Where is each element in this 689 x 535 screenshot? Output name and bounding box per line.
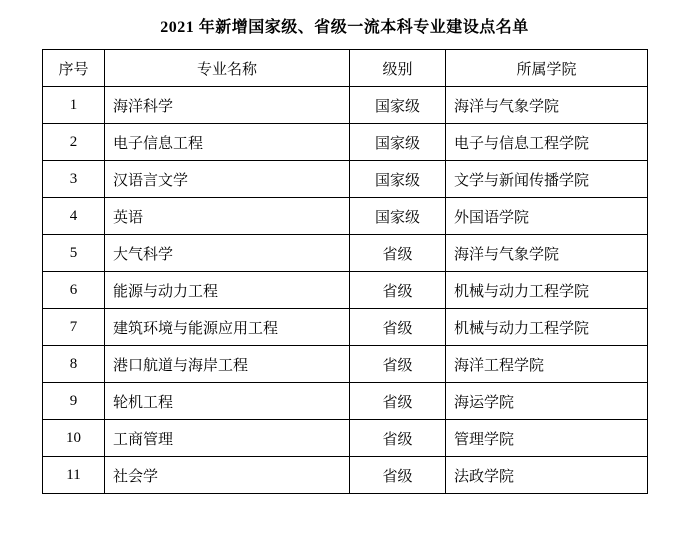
cell-major: 电子信息工程 bbox=[105, 124, 350, 161]
cell-no: 11 bbox=[43, 457, 105, 494]
table-row bbox=[43, 309, 648, 346]
cell-no: 2 bbox=[43, 124, 105, 161]
cell-level: 省级 bbox=[350, 457, 446, 494]
cell-no: 4 bbox=[43, 198, 105, 235]
cell-major: 英语 bbox=[105, 198, 350, 235]
cell-no: 10 bbox=[43, 420, 105, 457]
cell-level: 国家级 bbox=[350, 87, 446, 124]
cell-major: 建筑环境与能源应用工程 bbox=[105, 309, 350, 346]
cell-college: 文学与新闻传播学院 bbox=[446, 161, 648, 198]
cell-major: 工商管理 bbox=[105, 420, 350, 457]
table-row bbox=[43, 161, 648, 198]
cell-college: 海洋与气象学院 bbox=[446, 235, 648, 272]
cell-college: 海运学院 bbox=[446, 383, 648, 420]
cell-college: 外国语学院 bbox=[446, 198, 648, 235]
cell-no: 9 bbox=[43, 383, 105, 420]
cell-major: 能源与动力工程 bbox=[105, 272, 350, 309]
table-header bbox=[43, 50, 648, 87]
cell-no: 8 bbox=[43, 346, 105, 383]
cell-level: 省级 bbox=[350, 346, 446, 383]
page-title: 2021 年新增国家级、省级一流本科专业建设点名单 bbox=[160, 19, 529, 36]
cell-level: 国家级 bbox=[350, 124, 446, 161]
cell-college: 海洋工程学院 bbox=[446, 346, 648, 383]
cell-level: 国家级 bbox=[350, 161, 446, 198]
column-header-major: 专业名称 bbox=[105, 50, 350, 87]
column-header-college: 所属学院 bbox=[446, 50, 648, 87]
cell-no: 7 bbox=[43, 309, 105, 346]
cell-college: 管理学院 bbox=[446, 420, 648, 457]
table-row bbox=[43, 87, 648, 124]
cell-level: 省级 bbox=[350, 383, 446, 420]
table-row bbox=[43, 383, 648, 420]
cell-major: 社会学 bbox=[105, 457, 350, 494]
table-row bbox=[43, 346, 648, 383]
majors-table bbox=[42, 49, 648, 494]
cell-major: 汉语言文学 bbox=[105, 161, 350, 198]
cell-major: 轮机工程 bbox=[105, 383, 350, 420]
cell-no: 6 bbox=[43, 272, 105, 309]
cell-college: 海洋与气象学院 bbox=[446, 87, 648, 124]
cell-major: 港口航道与海岸工程 bbox=[105, 346, 350, 383]
document-page bbox=[0, 14, 689, 535]
cell-level: 省级 bbox=[350, 235, 446, 272]
cell-no: 5 bbox=[43, 235, 105, 272]
column-header-no: 序号 bbox=[43, 50, 105, 87]
cell-level: 省级 bbox=[350, 309, 446, 346]
table-row bbox=[43, 272, 648, 309]
table-row bbox=[43, 235, 648, 272]
column-header-level: 级别 bbox=[350, 50, 446, 87]
cell-level: 国家级 bbox=[350, 198, 446, 235]
cell-college: 机械与动力工程学院 bbox=[446, 309, 648, 346]
table-header-row bbox=[43, 50, 648, 87]
cell-college: 机械与动力工程学院 bbox=[446, 272, 648, 309]
cell-major: 大气科学 bbox=[105, 235, 350, 272]
cell-college: 法政学院 bbox=[446, 457, 648, 494]
cell-level: 省级 bbox=[350, 420, 446, 457]
table-body bbox=[43, 87, 648, 494]
table-row bbox=[43, 457, 648, 494]
table-row bbox=[43, 124, 648, 161]
table-row bbox=[43, 198, 648, 235]
table-container bbox=[42, 49, 647, 494]
cell-college: 电子与信息工程学院 bbox=[446, 124, 648, 161]
cell-level: 省级 bbox=[350, 272, 446, 309]
cell-major: 海洋科学 bbox=[105, 87, 350, 124]
cell-no: 3 bbox=[43, 161, 105, 198]
cell-no: 1 bbox=[43, 87, 105, 124]
table-row bbox=[43, 420, 648, 457]
